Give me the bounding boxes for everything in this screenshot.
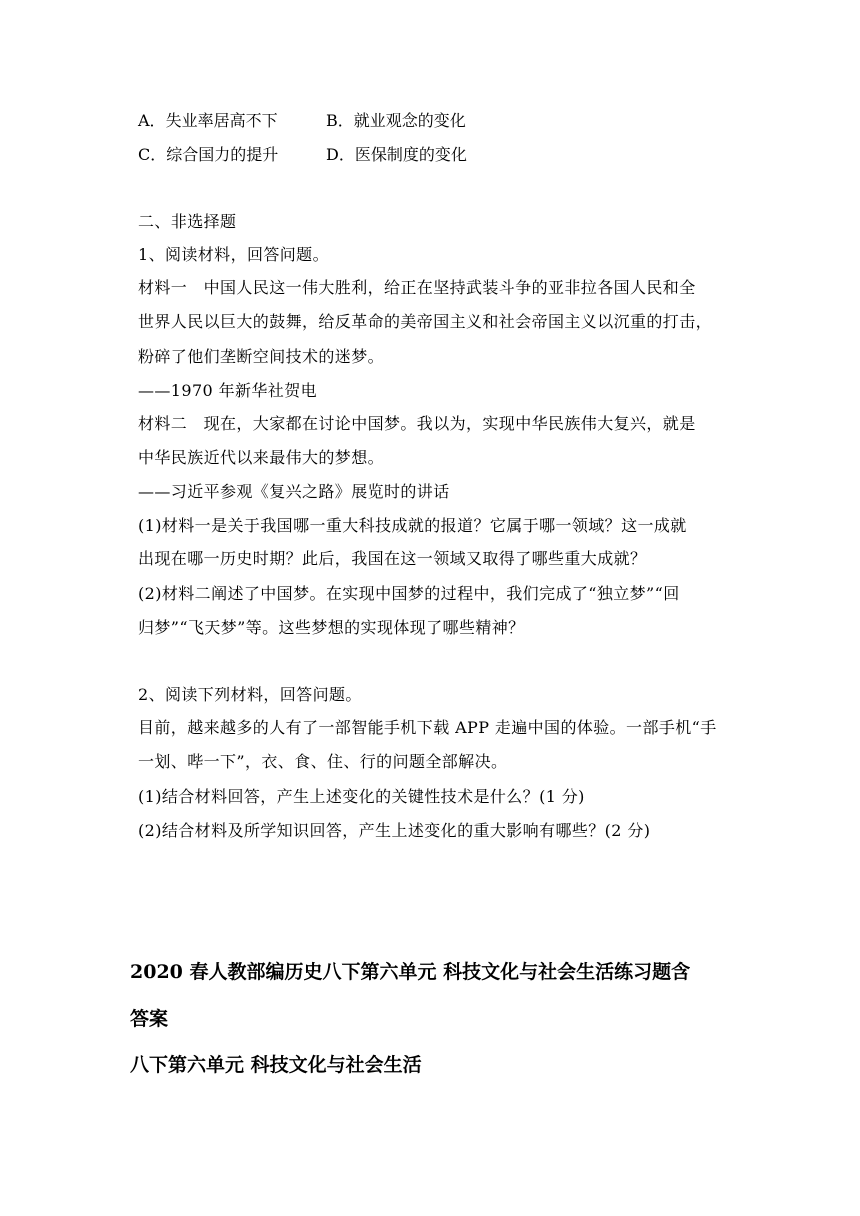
q1-sub2-line: 归梦”“飞天梦”等。这些梦想的实现体现了哪些精神？ — [138, 618, 525, 637]
option-d-letter: D． — [326, 145, 355, 164]
q1-sub2-line: (2)材料二阐述了中国梦。在实现中国梦的过程中，我们完成了“独立梦”“回 — [138, 584, 680, 603]
q1-sub1-line: (1)材料一是关于我国哪一重大科技成就的报道？它属于哪一领域？这一成就 — [138, 516, 687, 535]
q2-material-line: 目前，越来越多的人有了一部智能手机下载 APP 走遍中国的体验。一部手机“手 — [138, 718, 717, 737]
section-title: 二、非选择题 — [138, 212, 237, 231]
q2-prompt: 2、阅读下列材料，回答问题。 — [138, 685, 362, 704]
option-a-text: 失业率居高不下 — [165, 111, 278, 130]
option-b-text: 就业观念的变化 — [353, 111, 466, 130]
option-c-text: 综合国力的提升 — [166, 145, 279, 164]
option-b-letter: B． — [326, 111, 354, 130]
q2-material-line: 一划、哔一下”，衣、食、住、行的问题全部解决。 — [138, 752, 508, 771]
option-d-text: 医保制度的变化 — [354, 145, 467, 164]
q2-sub1: (1)结合材料回答，产生上述变化的关键性技术是什么？(1 分) — [138, 787, 585, 806]
material1-source: ——1970 年新华社贺电 — [138, 381, 318, 400]
material1-line: 世界人民以巨大的鼓舞，给反革命的美帝国主义和社会帝国主义以沉重的打击， — [138, 312, 713, 331]
option-d — [326, 144, 467, 166]
material2-line: 材料二 现在，大家都在讨论中国梦。我以为，实现中华民族伟大复兴，就是 — [138, 414, 696, 433]
document-heading-line: 答案 — [130, 1008, 169, 1030]
unit-subheading: 八下第六单元 科技文化与社会生活 — [130, 1054, 422, 1076]
q2-sub2: (2)结合材料及所学知识回答，产生上述变化的重大影响有哪些？(2 分) — [138, 821, 651, 840]
option-b — [326, 110, 466, 132]
option-a-letter: A． — [138, 111, 166, 130]
material2-source: ——习近平参观《复兴之路》展览时的讲话 — [138, 482, 450, 501]
q1-sub1-line: 出现在哪一历史时期？此后，我国在这一领域又取得了哪些重大成就？ — [138, 549, 647, 568]
option-a — [138, 110, 278, 132]
material1-line: 粉碎了他们垄断空间技术的迷梦。 — [138, 347, 385, 366]
option-c-letter: C． — [138, 145, 167, 164]
q1-prompt: 1、阅读材料，回答问题。 — [138, 245, 329, 264]
option-c — [138, 144, 278, 166]
material1-line: 材料一 中国人民这一伟大胜利，给正在坚持武装斗争的亚非拉各国人民和全 — [138, 278, 696, 297]
document-heading-line: 2020 春人教部编历史八下第六单元 科技文化与社会生活练习题含 — [130, 961, 691, 983]
material2-line: 中华民族近代以来最伟大的梦想。 — [138, 448, 385, 467]
